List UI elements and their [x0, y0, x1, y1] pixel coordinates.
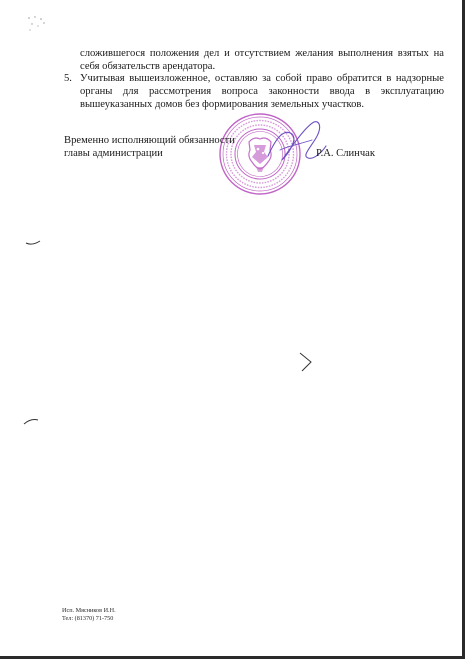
signatory-title-line-2: главы администрации — [64, 147, 163, 159]
item5-line-1: Учитывая вышеизложенное, оставляю за собой право обратится в надзорные — [80, 73, 444, 84]
item5-line-3: вышеуказанных домов без формирования земельных участков. — [80, 98, 365, 110]
item5-line-2: органы для рассмотрения вопроса законности ввода в эксплуатацию — [80, 85, 444, 97]
scan-artifact-mark — [296, 350, 316, 374]
continuation-paragraph — [80, 48, 444, 74]
scan-artifact-mark — [22, 416, 40, 426]
executor-footer — [62, 607, 116, 624]
scan-artifact-mark — [24, 238, 42, 246]
signatory-title — [64, 135, 235, 161]
list-item-5 — [64, 73, 444, 111]
executor-name: Исп. Мясников И.Н. — [62, 607, 116, 614]
list-item-number: 5. — [64, 73, 72, 84]
scan-corner-marks — [26, 14, 48, 34]
continuation-line-1: сложившегося положения дел и отсутствием желания выполнения взятых на — [80, 48, 444, 59]
continuation-line-2: себя обязательств арендатора. — [80, 60, 216, 72]
signatory-title-line-1: Временно исполняющий обязанности — [64, 135, 235, 146]
executor-phone: Тел: (81370) 71-750 — [62, 615, 114, 623]
signatory-name: Р.А. Слинчак — [316, 148, 376, 159]
